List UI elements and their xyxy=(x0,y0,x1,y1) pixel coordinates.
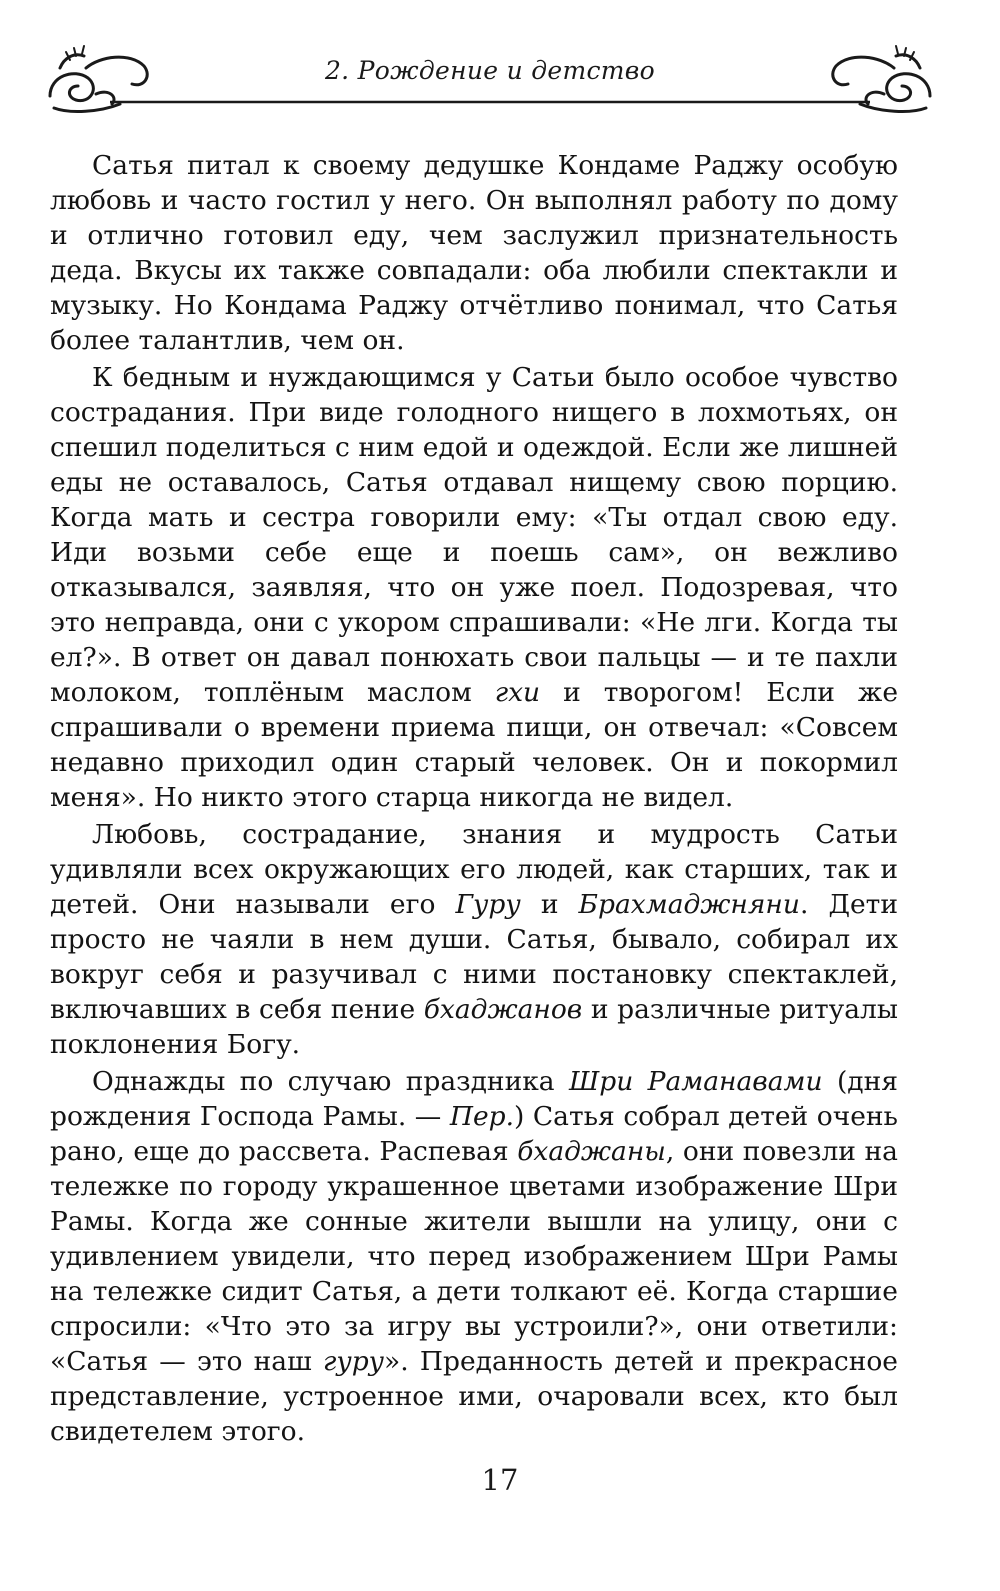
italic-term: Пер. xyxy=(449,1101,515,1132)
italic-term: Шри Раманавами xyxy=(569,1066,823,1097)
body-text xyxy=(50,148,898,1449)
italic-term: бхаджаны xyxy=(517,1136,666,1167)
text-run: ». Преданность детей и прекрасное представление, устроенное ими, очаровали всех, кто был свидетелем этого. xyxy=(50,1346,898,1447)
text-run: и xyxy=(520,889,579,920)
text-run: Однажды по случаю праздника xyxy=(92,1066,569,1097)
text-run: (дня рождения Господа Рамы. — xyxy=(50,1066,899,1132)
paragraph xyxy=(50,360,898,815)
text-run: и творогом! Если же спрашивали о времени приема пищи, он отвечал: «Совсем недавно приходил один старый человек. Он и покормил меня». Но никто этого старца никогда не видел. xyxy=(50,677,898,813)
text-run: ) Сатья собрал детей очень рано, еще до рассвета. Распевая xyxy=(50,1101,898,1167)
text-run: и различные ритуалы поклонения Богу. xyxy=(50,994,898,1060)
text-run: К бедным и нуждающимся у Сатьи было особое чувство сострадания. При виде голодного нищего в лохмотьях, он спешил поделиться с ним едой и одеждой. Если же лишней еды не оставалось, Сатья отдавал нищему свою порцию. Когда мать и сестра говорили ему: «Ты отдал свою еду. Иди возьми себе еще и поешь сам», он вежливо отказывался, заявляя, что он уже поел. Подозревая, что это неправда, они с укором спрашивали: «Не лги. Когда ты ел?». В ответ он давал понюхать свои пальцы — и те пахли молоком, топлёным маслом xyxy=(50,362,898,708)
italic-term: гуру xyxy=(322,1346,385,1377)
italic-term: Гуру xyxy=(455,889,521,920)
text-run: Сатья питал к своему дедушке Кондаме Раджу особую любовь и часто гостил у него. Он выполнял работу по дому и отлично готовил еду, чем заслужил признательность деда. Вкусы их также совпадали: оба любили спектакли и музыку. Но Кондама Раджу отчётливо понимал, что Сатья более талантлив, чем он. xyxy=(50,150,898,356)
page-number: 17 xyxy=(481,1463,519,1497)
paragraph xyxy=(50,1064,898,1449)
italic-term: бхаджанов xyxy=(423,994,583,1025)
text-run: . Дети просто не чаяли в нем души. Сатья, бывало, собирал их вокруг себя и разучивал с ними постановку спектаклей, включавших в себя пение xyxy=(50,889,898,1025)
italic-term: Брахмаджняни xyxy=(578,889,800,920)
italic-term: гхи xyxy=(494,677,541,708)
paragraph xyxy=(50,817,898,1062)
text-run: , они повезли на тележке по городу украшенное цветами изображение Шри Рамы. Когда же сонные жители вышли на улицу, они с удивлением увидели, что перед изображением Шри Рамы на тележке сидит Сатья, а дети толкают её. Когда старшие спросили: «Что это за игру вы устроили?», они ответили: «Сатья — это наш xyxy=(50,1136,898,1377)
text-run: Любовь, сострадание, знания и мудрость Сатьи удивляли всех окружающих его людей, как старших, так и детей. Они называли его xyxy=(50,819,898,920)
paragraph xyxy=(50,148,898,358)
running-title: 2. Рождение и детство xyxy=(324,56,656,85)
page-header xyxy=(40,38,940,118)
